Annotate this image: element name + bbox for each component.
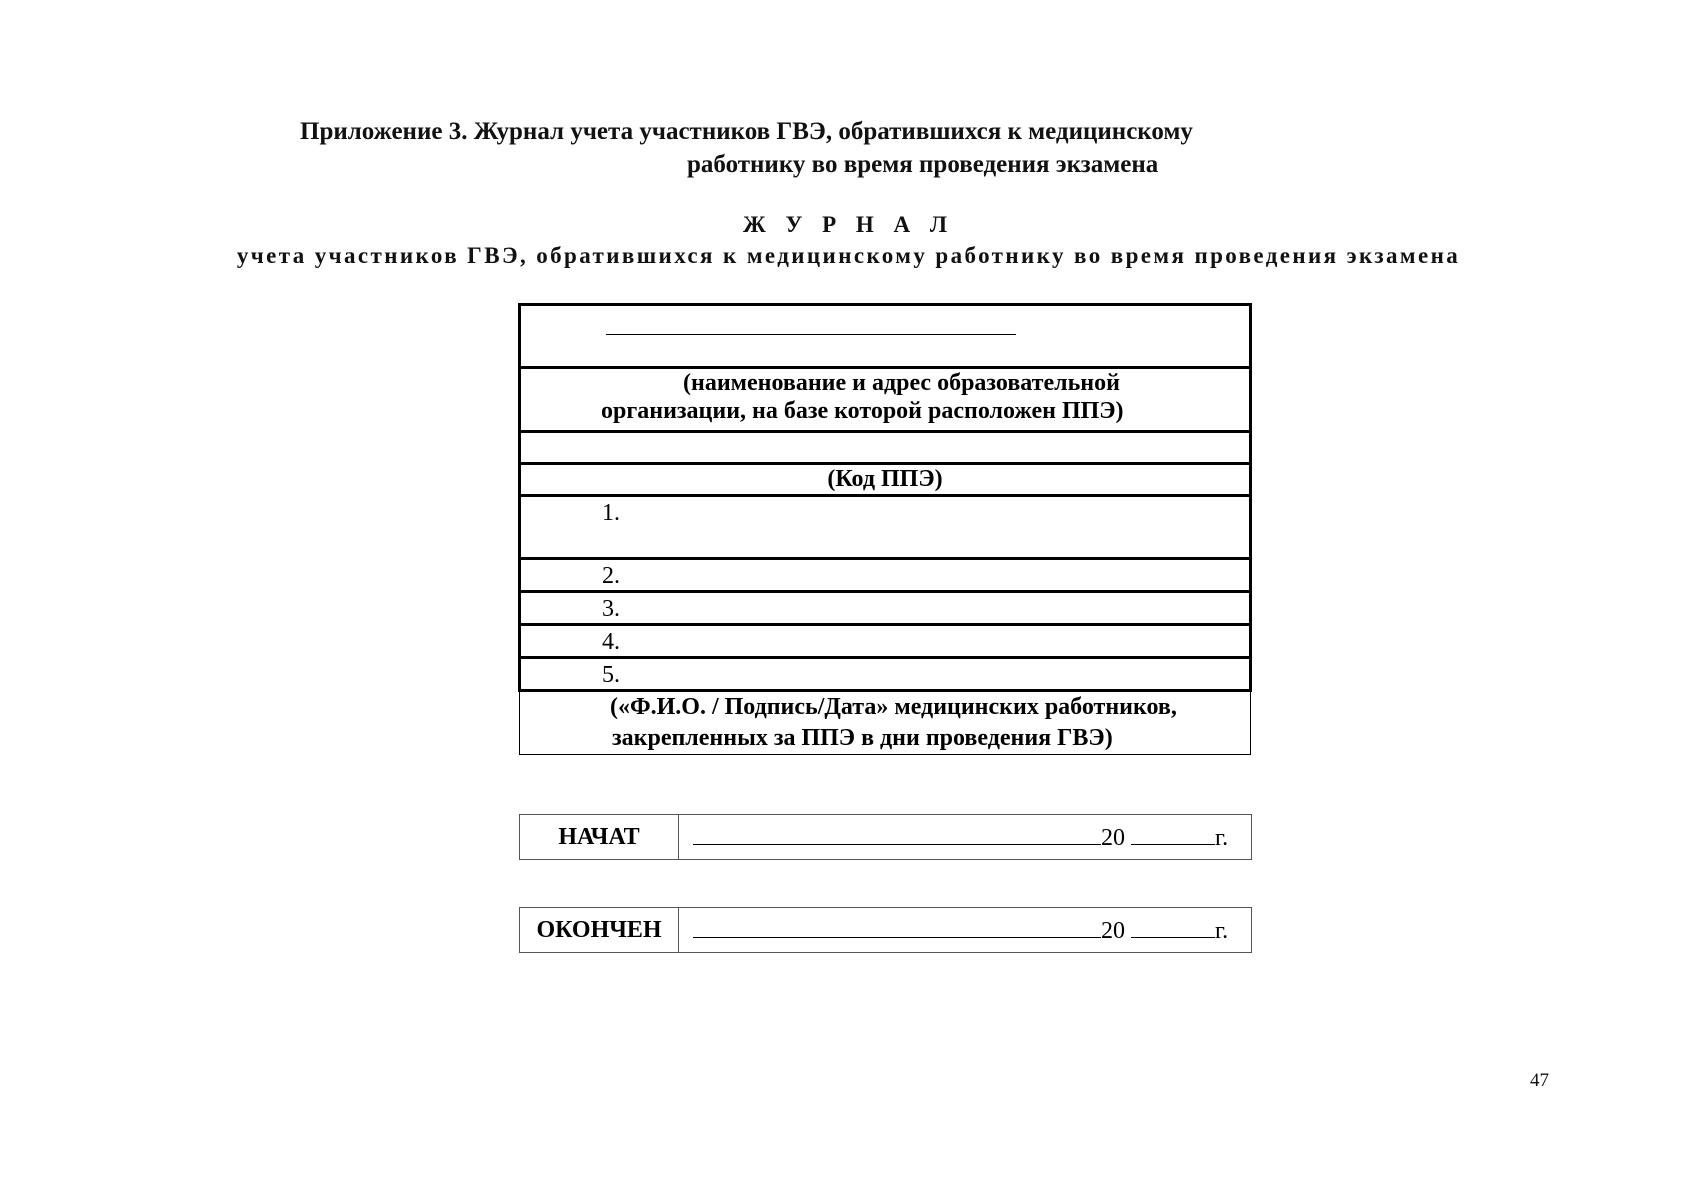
medic-row-1[interactable] (520, 496, 1251, 559)
medic-row-number: 4. (602, 629, 620, 655)
medic-row-number: 5. (602, 662, 620, 688)
medic-row-number: 1. (602, 500, 620, 526)
started-year-blank (1131, 822, 1215, 845)
medic-row-3[interactable] (520, 592, 1251, 625)
medics-caption-line1: («Ф.И.О. / Подпись/Дата» медицинских работников, (610, 694, 1177, 720)
started-date-field[interactable] (679, 815, 1252, 860)
org-caption-line1: (наименование и адрес образовательной (683, 370, 1120, 396)
appendix-title-line1: Приложение 3. Журнал учета участников ГВЭ, обратившихся к медицинскому (300, 118, 1193, 145)
finished-date-table (519, 907, 1252, 953)
started-date-blank (693, 822, 1101, 845)
page-number: 47 (1530, 1070, 1549, 1091)
finished-label: ОКОНЧЕН (520, 908, 679, 953)
journal-title: Ж У Р Н А Л (742, 212, 955, 237)
finished-date-blank (693, 915, 1101, 938)
finished-year-prefix: 20 (1101, 918, 1125, 944)
medic-row-number: 2. (602, 563, 620, 589)
appendix-title-line2: работнику во время проведения экзамена (687, 151, 1159, 178)
org-caption-line2: организации, на базе которой расположен ППЭ) (601, 398, 1124, 424)
started-year-suffix: г. (1215, 825, 1229, 851)
started-year-prefix: 20 (1101, 825, 1125, 851)
medics-caption-cell (520, 691, 1251, 755)
org-name-blank-line (606, 334, 1016, 335)
org-caption-cell (520, 368, 1251, 432)
medic-row-number: 3. (602, 596, 620, 622)
medics-caption-line2: закрепленных за ППЭ в дни проведения ГВЭ) (612, 725, 1113, 751)
finished-year-blank (1131, 915, 1215, 938)
ppe-code-caption: (Код ППЭ) (520, 464, 1251, 496)
started-date-table (519, 814, 1252, 860)
medic-row-5[interactable] (520, 658, 1251, 691)
medic-row-2[interactable] (520, 559, 1251, 592)
journal-subtitle: учета участников ГВЭ, обратившихся к медицинскому работнику во время проведения экзамена (236, 243, 1461, 268)
medic-row-4[interactable] (520, 625, 1251, 658)
started-label: НАЧАТ (520, 815, 679, 860)
finished-date-field[interactable] (679, 908, 1252, 953)
finished-year-suffix: г. (1215, 918, 1229, 944)
ppe-code-field[interactable] (520, 432, 1251, 464)
appendix-title (300, 115, 1340, 181)
journal-form-table (518, 303, 1252, 755)
org-name-field[interactable] (520, 305, 1251, 368)
